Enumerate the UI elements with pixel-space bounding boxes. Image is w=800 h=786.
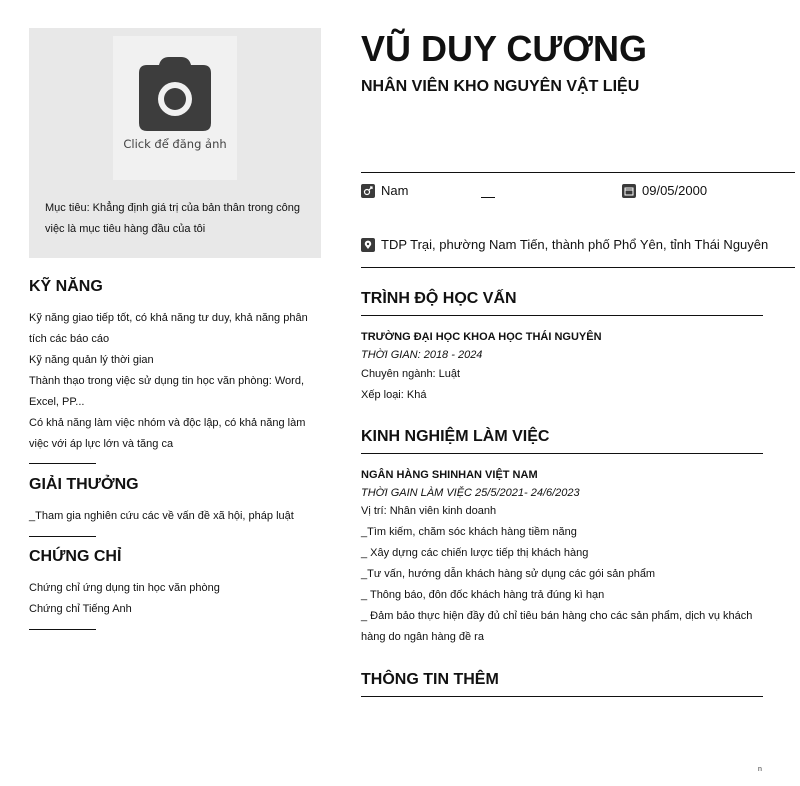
skill-item: Có khả năng làm việc nhóm và độc lập, có khả năng làm việc với áp lực lớn và tăng ca bbox=[29, 417, 306, 450]
camera-icon bbox=[137, 57, 213, 133]
experience-title: KINH NGHIỆM LÀM VIỆC bbox=[361, 428, 763, 454]
objective-text: Mục tiêu: Khẳng định giá trị của bản thân trong công việc là mục tiêu hàng đầu của tôi bbox=[45, 202, 301, 235]
experience-section bbox=[361, 428, 763, 648]
location-pin-icon bbox=[361, 238, 375, 252]
education-title: TRÌNH ĐỘ HỌC VẤN bbox=[361, 290, 763, 316]
birthday-value: 09/05/2000 bbox=[642, 183, 708, 198]
certificate-item: Chứng chỉ ứng dụng tin học văn phòng bbox=[29, 582, 220, 594]
calendar-icon bbox=[622, 184, 636, 198]
candidate-name: VŨ DUY CƯƠNG bbox=[361, 28, 647, 69]
experience-position: Vị trí: Nhân viên kinh doanh bbox=[361, 505, 497, 517]
school-name: TRƯỜNG ĐẠI HỌC KHOA HỌC THÁI NGUYÊN bbox=[361, 331, 602, 343]
duty-item: _ Xây dựng các chiến lược tiếp thị khách hàng bbox=[361, 547, 589, 559]
gender-value: Nam bbox=[381, 183, 409, 198]
page-mark: n bbox=[758, 766, 762, 773]
left-column bbox=[29, 28, 321, 630]
education-rank: Xếp loại: Khá bbox=[361, 389, 427, 401]
divider bbox=[361, 267, 795, 268]
duty-item: _Tìm kiếm, chăm sóc khách hàng tiềm năng bbox=[361, 526, 577, 538]
birthday-field bbox=[622, 183, 707, 198]
skill-item: Kỹ năng quản lý thời gian bbox=[29, 354, 154, 366]
company-name: NGÂN HÀNG SHINHAN VIỆT NAM bbox=[361, 469, 538, 481]
duty-item: _ Thông báo, đôn đốc khách hàng trả đúng kì hạn bbox=[361, 589, 605, 601]
extra-info-section bbox=[361, 671, 763, 697]
skill-item: Kỹ năng giao tiếp tốt, có khả năng tư duy, khả năng phân tích các báo cáo bbox=[29, 312, 308, 345]
duty-item: _ Đảm bảo thực hiện đầy đủ chỉ tiêu bán hàng cho các sản phẩm, dịch vụ khách hàng do ngân hàng đề ra bbox=[361, 610, 753, 643]
education-section bbox=[361, 290, 763, 406]
skills-title: KỸ NĂNG bbox=[29, 278, 103, 295]
education-major: Chuyên ngành: Luật bbox=[361, 368, 461, 380]
divider bbox=[29, 463, 96, 464]
address-field bbox=[361, 237, 768, 252]
separator-dash bbox=[481, 197, 495, 198]
certificates-title: CHỨNG CHỈ bbox=[29, 548, 122, 565]
certificates-section bbox=[29, 548, 321, 630]
experience-time: THỜI GAIN LÀM VIỆC 25/5/2021- 24/6/2023 bbox=[361, 487, 580, 499]
address-value: TDP Trại, phường Nam Tiến, thành phố Phổ Yên, tỉnh Thái Nguyên bbox=[381, 237, 769, 252]
education-time: THỜI GIAN: 2018 - 2024 bbox=[361, 349, 483, 361]
certificate-item: Chứng chỉ Tiếng Anh bbox=[29, 603, 132, 615]
job-title: NHÂN VIÊN KHO NGUYÊN VẬT LIỆU bbox=[361, 78, 640, 95]
awards-title: GIẢI THƯỞNG bbox=[29, 476, 139, 493]
gender-icon bbox=[361, 184, 375, 198]
divider bbox=[29, 536, 96, 537]
divider bbox=[361, 172, 795, 173]
extra-info-title: THÔNG TIN THÊM bbox=[361, 671, 763, 697]
duty-item: _Tư vấn, hướng dẫn khách hàng sử dụng các gói sản phẩm bbox=[361, 568, 656, 580]
skills-section bbox=[29, 278, 321, 464]
divider bbox=[29, 629, 96, 630]
skill-item: Thành thạo trong việc sử dụng tin học văn phòng: Word, Excel, PP... bbox=[29, 375, 304, 408]
awards-section bbox=[29, 476, 321, 537]
gender-field bbox=[361, 183, 408, 198]
profile-box bbox=[29, 28, 321, 258]
award-item: _Tham gia nghiên cứu các về vấn đề xã hội, pháp luật bbox=[29, 510, 294, 522]
photo-upload-button[interactable] bbox=[113, 36, 237, 180]
photo-caption: Click để đăng ảnh bbox=[123, 137, 227, 151]
